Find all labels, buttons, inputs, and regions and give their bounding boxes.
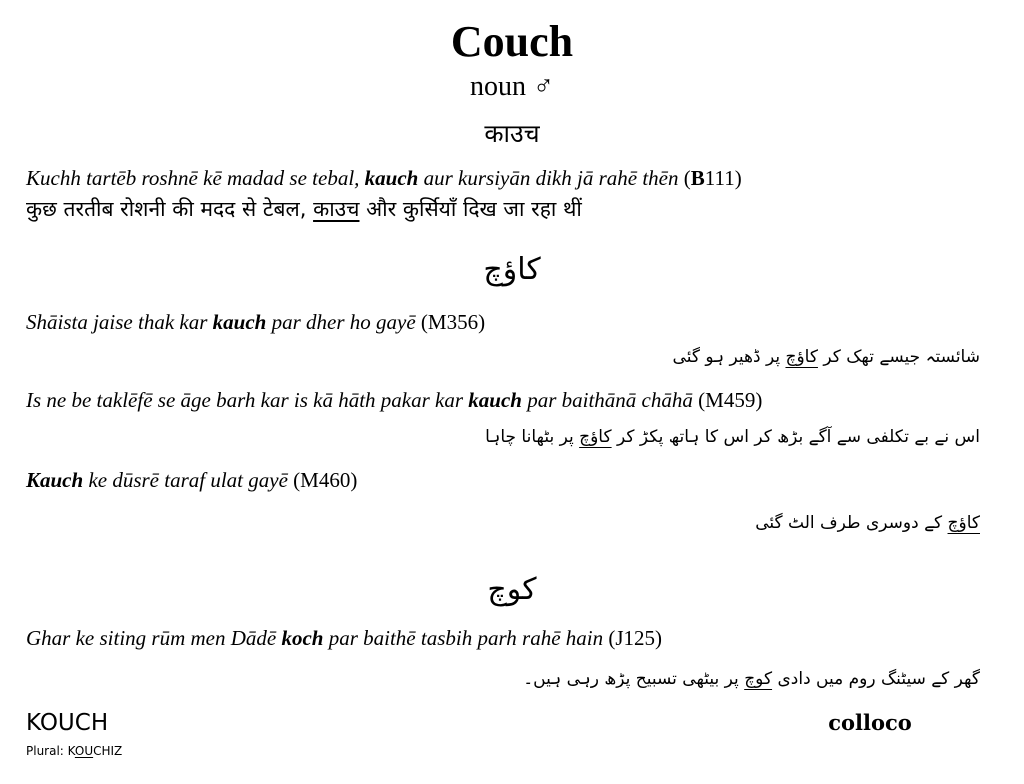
example-2-urdu-after: پر ڈھیر ہو گئی <box>672 347 786 367</box>
example-5-text-after: par baithē tasbih parh rahē hain <box>323 626 604 650</box>
example-3-source-code: M459 <box>705 388 756 412</box>
example-3-urdu-after: پر بٹھانا چاہا <box>485 427 580 447</box>
plural-stressed-syllable: OU <box>74 744 94 758</box>
part-of-speech-label: noun <box>470 71 526 102</box>
example-1-source-prefix: B <box>690 166 705 190</box>
brand-logo: colloco <box>828 710 912 735</box>
example-5-urdu-after: پر بیٹھی تسبیح پڑھ رہی ہیں۔ <box>523 669 745 689</box>
plural-form <box>26 742 122 760</box>
example-5-source: (J125) <box>608 626 663 650</box>
example-1-keyword: kauch <box>364 166 419 190</box>
respelling: KOUCH <box>26 710 109 736</box>
example-1-text-after: aur kursiyān dikh jā rahē thēn <box>418 166 679 190</box>
example-4-urdu-after: کے دوسری طرف الٹ گئی <box>755 513 948 533</box>
example-1-devanagari-before: कुछ तरतीब रोशनी की मदद से टेबल, <box>26 197 314 221</box>
hindi-headword: काउच <box>484 119 540 148</box>
example-5-urdu-keyword: کوچ <box>744 669 773 689</box>
example-3-transliteration <box>26 386 762 414</box>
masculine-gender-icon: ♂ <box>533 71 554 102</box>
part-of-speech <box>0 70 1024 104</box>
example-1-source-number: 111 <box>704 166 735 190</box>
example-4-urdu-keyword: کاؤچ <box>947 513 980 533</box>
headword: Couch <box>450 17 574 66</box>
example-4-text-after: ke dūsrē taraf ulat gayē <box>83 468 288 492</box>
plural-label: Plural: <box>26 744 68 758</box>
example-3-urdu <box>485 422 980 452</box>
example-5-source-code: J125 <box>615 626 656 650</box>
example-1-devanagari <box>26 194 582 224</box>
example-3-text-after: par baithānā chāhā <box>521 388 693 412</box>
example-3-text-before: Is ne be taklēfē se āge barh kar is kā hāth pakar kar <box>26 388 469 412</box>
plural-text-before: K <box>67 744 75 758</box>
example-2-source-code: M356 <box>427 310 479 334</box>
example-5-urdu <box>523 664 980 694</box>
example-4-source-code: M460 <box>300 468 351 492</box>
example-4-transliteration <box>26 466 357 494</box>
example-2-urdu <box>673 342 980 372</box>
example-5-keyword: koch <box>281 626 324 650</box>
example-4-urdu <box>755 508 980 538</box>
example-3-keyword: kauch <box>468 388 522 412</box>
example-2-source: (M356) <box>420 310 486 334</box>
example-5-text-before: Ghar ke siting rūm men Dādē <box>26 626 282 650</box>
plural-text-after: CHIZ <box>93 744 123 758</box>
example-5-urdu-before: گھر کے سیٹنگ روم میں دادی <box>772 669 980 689</box>
example-1-devanagari-keyword: काउच <box>313 197 360 221</box>
urdu-headword-2: کوچ <box>487 572 537 607</box>
example-3-urdu-keyword: کاؤچ <box>579 427 612 447</box>
example-2-transliteration <box>26 308 485 336</box>
example-2-urdu-before: شائستہ جیسے تھک کر <box>817 347 980 367</box>
example-3-source: (M459) <box>698 388 763 412</box>
example-1-transliteration <box>26 164 742 192</box>
example-2-text-before: Shāista jaise thak kar <box>26 310 213 334</box>
urdu-headword-1: کاؤچ <box>483 252 541 287</box>
example-5-transliteration <box>26 624 662 652</box>
example-1-text-before: Kuchh tartēb roshnē kē madad se tebal, <box>26 166 365 190</box>
example-1-devanagari-after: और कुर्सियाँ दिख जा रहा थीं <box>359 197 582 221</box>
example-2-keyword: kauch <box>212 310 267 334</box>
example-4-keyword: Kauch <box>26 468 84 492</box>
example-2-text-after: par dher ho gayē <box>266 310 416 334</box>
example-2-urdu-keyword: کاؤچ <box>785 347 818 367</box>
example-3-urdu-before: اس نے بے تکلفی سے آگے بڑھ کر اس کا ہاتھ پکڑ کر <box>611 427 980 447</box>
example-4-source: (M460) <box>293 468 358 492</box>
example-1-source: (B111) <box>683 166 742 190</box>
